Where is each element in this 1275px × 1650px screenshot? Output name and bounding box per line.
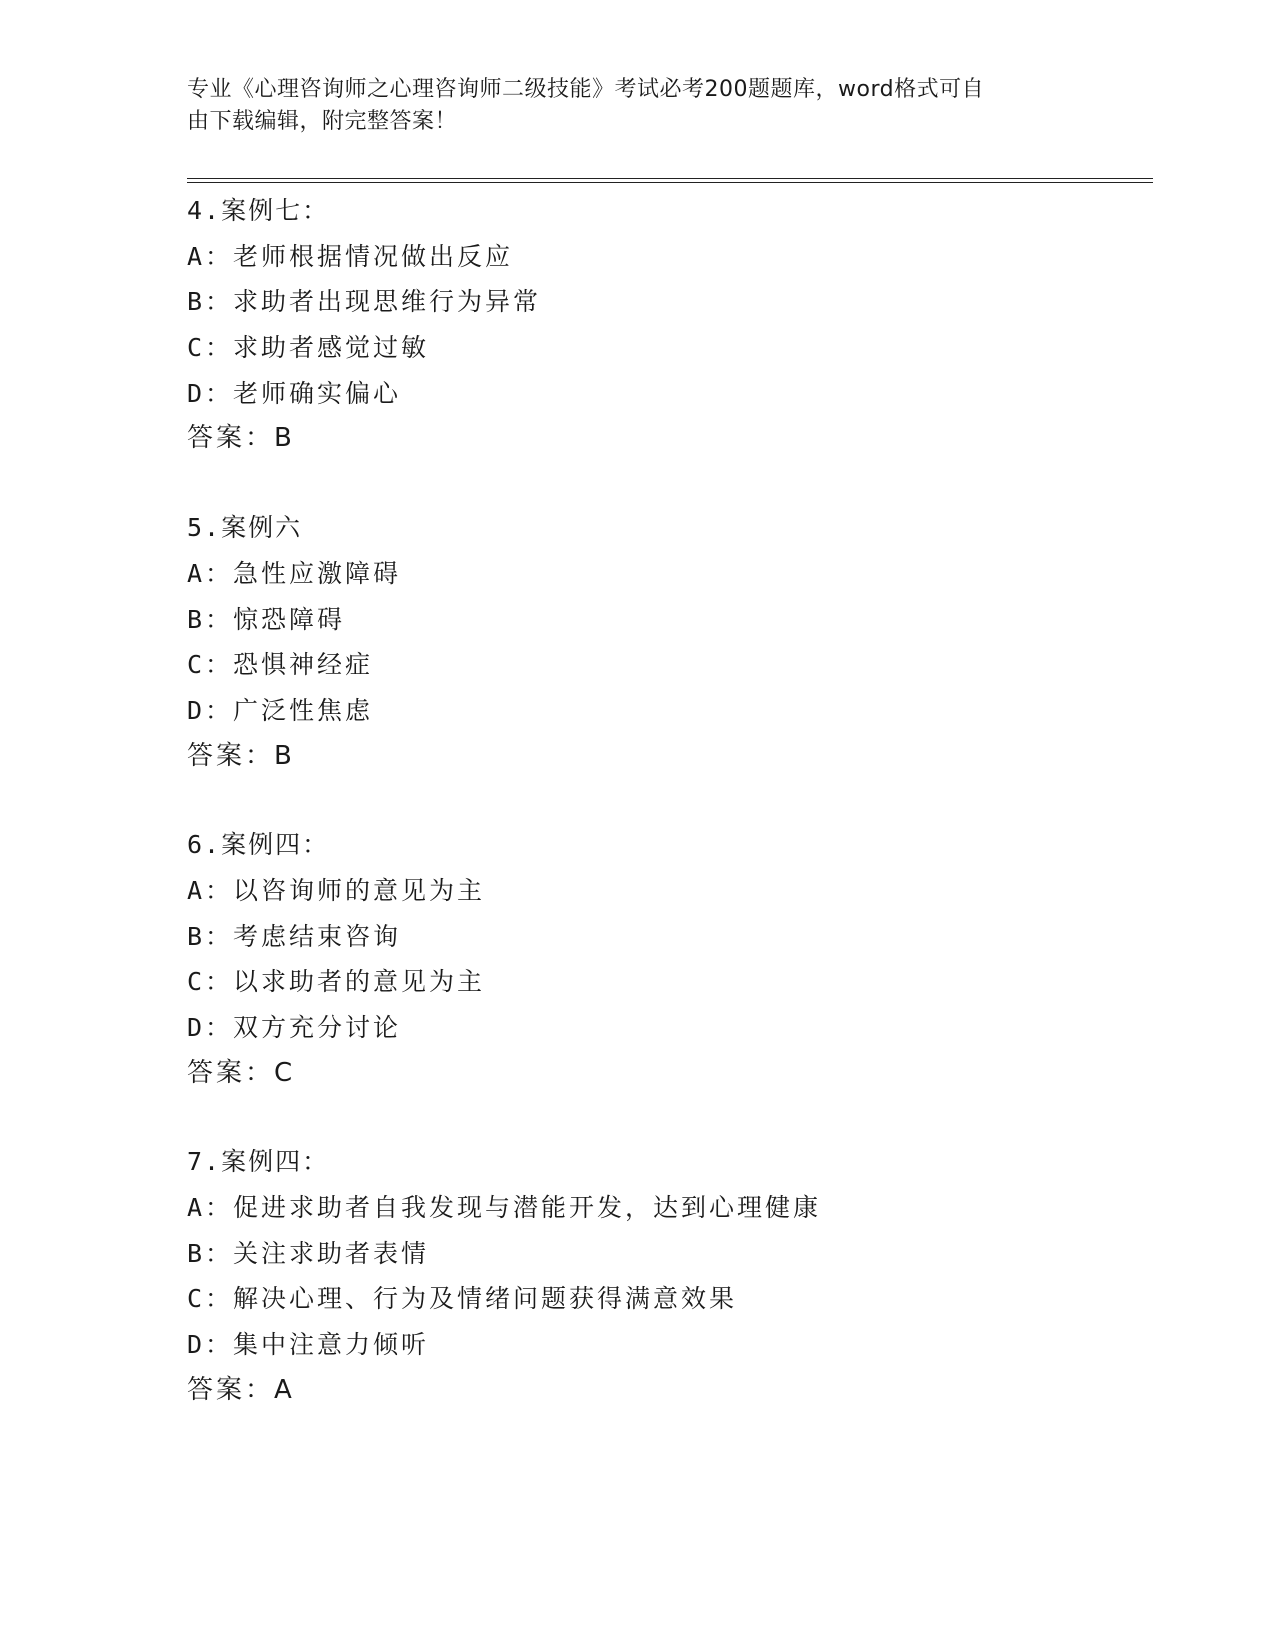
- answer-line: 答案：C: [187, 1057, 296, 1088]
- option-d: D：老师确实偏心: [187, 378, 402, 408]
- option-b: B：求助者出现思维行为异常: [187, 287, 542, 317]
- question-title: 6.案例四：: [187, 830, 330, 860]
- option-c: C：恐惧神经症: [187, 650, 374, 680]
- question-list: [187, 188, 1137, 1457]
- option-b: B：关注求助者表情: [187, 1238, 430, 1268]
- option-d: D：广泛性焦虑: [187, 695, 374, 725]
- answer-line: 答案：A: [187, 1374, 295, 1405]
- answer-line: 答案：B: [187, 740, 295, 771]
- option-a: A：急性应激障碍: [187, 558, 402, 588]
- question-7: [187, 1139, 1137, 1413]
- option-b: B：考虑结束咨询: [187, 921, 402, 951]
- option-a: A：老师根据情况做出反应: [187, 241, 514, 271]
- question-5: [187, 505, 1137, 779]
- option-a: A：促进求助者自我发现与潜能开发，达到心理健康: [187, 1193, 822, 1223]
- option-d: D：集中注意力倾听: [187, 1330, 430, 1360]
- header-line-2: 由下载编辑，附完整答案！: [187, 109, 458, 134]
- document-header: [187, 74, 1067, 138]
- answer-line: 答案：B: [187, 423, 295, 454]
- option-b: B：惊恐障碍: [187, 604, 346, 634]
- question-title: 5.案例六: [187, 513, 303, 543]
- option-c: C：求助者感觉过敏: [187, 333, 430, 363]
- option-c: C：以求助者的意见为主: [187, 967, 486, 997]
- question-title: 4.案例七：: [187, 196, 330, 225]
- question-6: [187, 822, 1137, 1096]
- option-c: C：解决心理、行为及情绪问题获得满意效果: [187, 1284, 738, 1314]
- option-a: A：以咨询师的意见为主: [187, 875, 486, 905]
- header-line-1: 专业《心理咨询师之心理咨询师二级技能》考试必考200题题库，word格式可自: [187, 77, 985, 102]
- option-d: D：双方充分讨论: [187, 1013, 402, 1042]
- header-double-rule: [187, 178, 1153, 183]
- question-4: [187, 188, 1137, 462]
- question-title: 7.案例四：: [187, 1147, 330, 1177]
